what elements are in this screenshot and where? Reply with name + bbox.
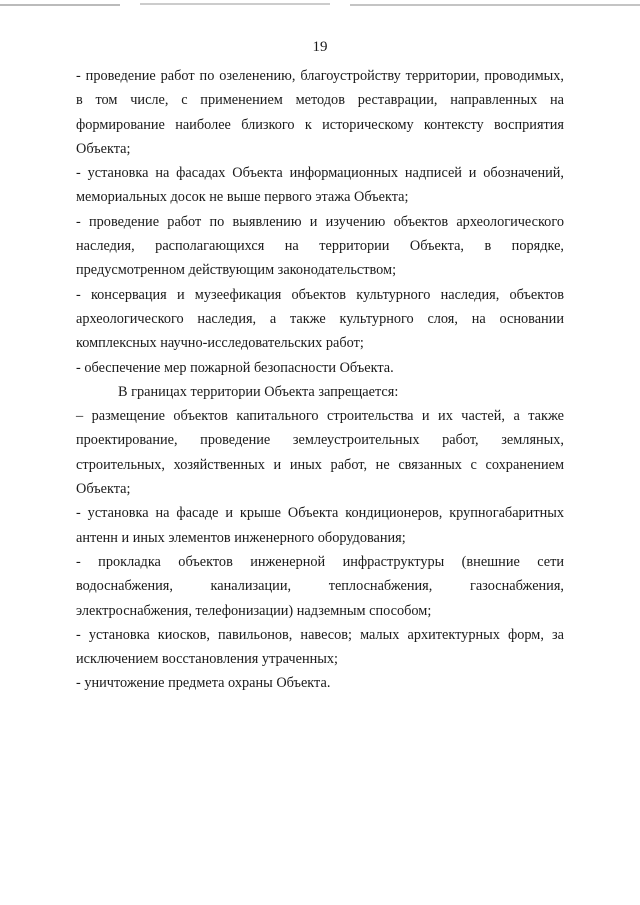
- paragraph-facade-signs: - установка на фасадах Объекта информационных надписей и обозначений, мемориальных досок не выше первого этажа Объекта;: [76, 165, 564, 206]
- document-body: [76, 64, 564, 696]
- paragraph-conservation: - консервация и музеефикация объектов культурного наследия, объектов археологического наследия, а также культурного слоя, на основании комплексных научно-исследовательских работ;: [76, 286, 564, 352]
- paragraph-landscaping: - проведение работ по озеленению, благоустройству территории, проводимых, в том числе, с применением методов реставрации, направленных на формирование наиболее близкого к историческому контексту восприятия Объекта;: [76, 68, 564, 157]
- page-number: 19: [312, 39, 328, 55]
- paragraph-fire-safety: - обеспечение мер пожарной безопасности Объекта.: [76, 359, 394, 376]
- paragraph-kiosks: - установка киосков, павильонов, навесов; малых архитектурных форм, за исключением восстановления утраченных;: [76, 626, 564, 668]
- paragraph-air-conditioners: - установка на фасаде и крыше Объекта кондиционеров, крупногабаритных антенн и иных элементов инженерного оборудования;: [76, 505, 564, 546]
- paragraph-prohibitions-heading: В границах территории Объекта запрещается:: [118, 383, 399, 400]
- paragraph-engineering-infrastructure: - прокладка объектов инженерной инфраструктуры (внешние сети водоснабжения, канализации, теплоснабжения, газоснабжения, электроснабжения, телефонизации) надземным способом;: [76, 553, 564, 619]
- paragraph-archaeology-research: - проведение работ по выявлению и изучению объектов археологического наследия, располагающихся на территории Объекта, в порядке, предусмотренном действующим законодательством;: [76, 213, 564, 279]
- scan-edge-artifact: [0, 2, 640, 8]
- paragraph-protection-subject: - уничтожение предмета охраны Объекта.: [76, 675, 331, 692]
- paragraph-capital-construction: – размещение объектов капитального строительства и их частей, а также проектирование, проведение землеустроительных работ, земляных, строительных, хозяйственных и иных работ, не связанных с сохранением Объекта;: [76, 408, 564, 498]
